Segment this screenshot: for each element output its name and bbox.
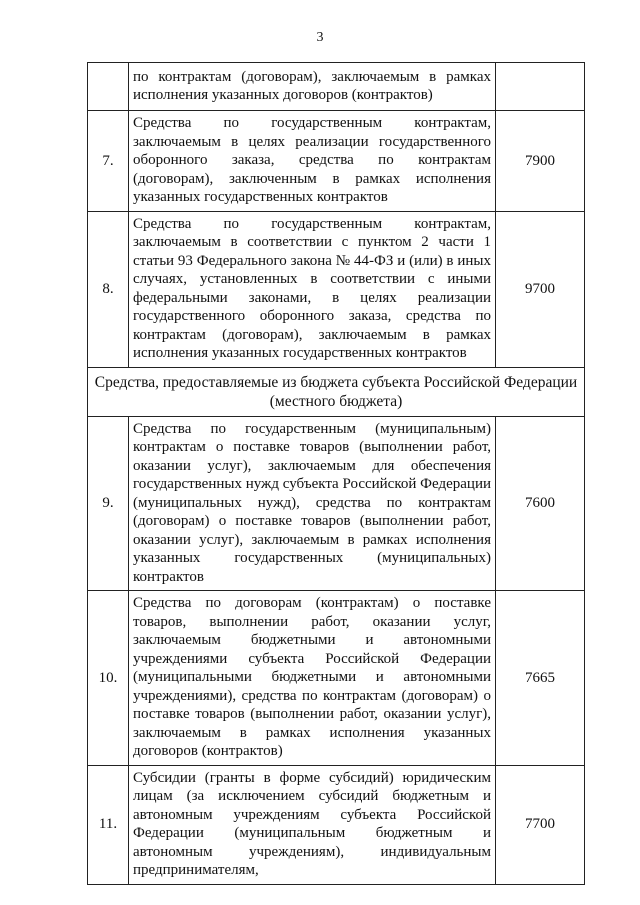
row-description: Средства по договорам (контрактам) о поставке товаров, выполнении работ, оказании услуг, заключаемым бюджетными и автономными учреждениями субъекта Российской Федерации (муниципальными бюджетными и автономными учреждениями), средства по контрактам (договорам) о поставке товаров (выполнении работ, оказании услуг), заключаемым в рамках исполнения указанных договоров (контрактов) [129, 591, 496, 766]
row-description: Средства по государственным (муниципальным) контрактам о поставке товаров (выполнении работ, оказании услуг), заключаемым для обеспечения государственных нужд субъекта Российской Федерации (муниципальных нужд), средства по контрактам (договорам) о поставке товаров (выполнении работ, оказании услуг), заключаемым в рамках исполнения указанных государственных (муниципальных) контрактов [129, 416, 496, 591]
row-code: 7665 [496, 591, 585, 766]
row-code: 7600 [496, 416, 585, 591]
row-code: 7900 [496, 111, 585, 212]
table-row [88, 591, 585, 766]
table-row [88, 765, 585, 884]
row-code: 9700 [496, 211, 585, 367]
row-description: по контрактам (договорам), заключаемым в рамках исполнения указанных договоров (контрактов) [129, 63, 496, 111]
row-code [496, 63, 585, 111]
row-number: 11. [88, 765, 129, 884]
row-number: 10. [88, 591, 129, 766]
table-row [88, 416, 585, 591]
section-heading: Средства, предоставляемые из бюджета субъекта Российской Федерации (местного бюджета) [88, 367, 585, 416]
row-number [88, 63, 129, 111]
row-number: 9. [88, 416, 129, 591]
row-description: Субсидии (гранты в форме субсидий) юридическим лицам (за исключением субсидий бюджетным и автономным учреждениям субъекта Российской Федерации (муниципальным бюджетным и автономным учреждениям), индивидуальным предпринимателям, [129, 765, 496, 884]
row-description: Средства по государственным контрактам, заключаемым в целях реализации государственного оборонного заказа, средства по контрактам (договорам), заключенным в рамках исполнения указанных государственных контрактов [129, 111, 496, 212]
row-number: 7. [88, 111, 129, 212]
page-number: 3 [316, 30, 324, 45]
row-description: Средства по государственным контрактам, заключаемым в соответствии с пунктом 2 части 1 статьи 93 Федерального закона № 44-ФЗ и (или) в иных случаях, установленных в соответствии с иными федеральными законами, в целях реализации государственного оборонного заказа, средства по контрактам (договорам), заключаемым в рамках исполнения указанных государственных контрактов [129, 211, 496, 367]
table-row [88, 211, 585, 367]
codes-table [87, 62, 585, 885]
section-row [88, 367, 585, 416]
table-row [88, 63, 585, 111]
row-number: 8. [88, 211, 129, 367]
table-row [88, 111, 585, 212]
row-code: 7700 [496, 765, 585, 884]
